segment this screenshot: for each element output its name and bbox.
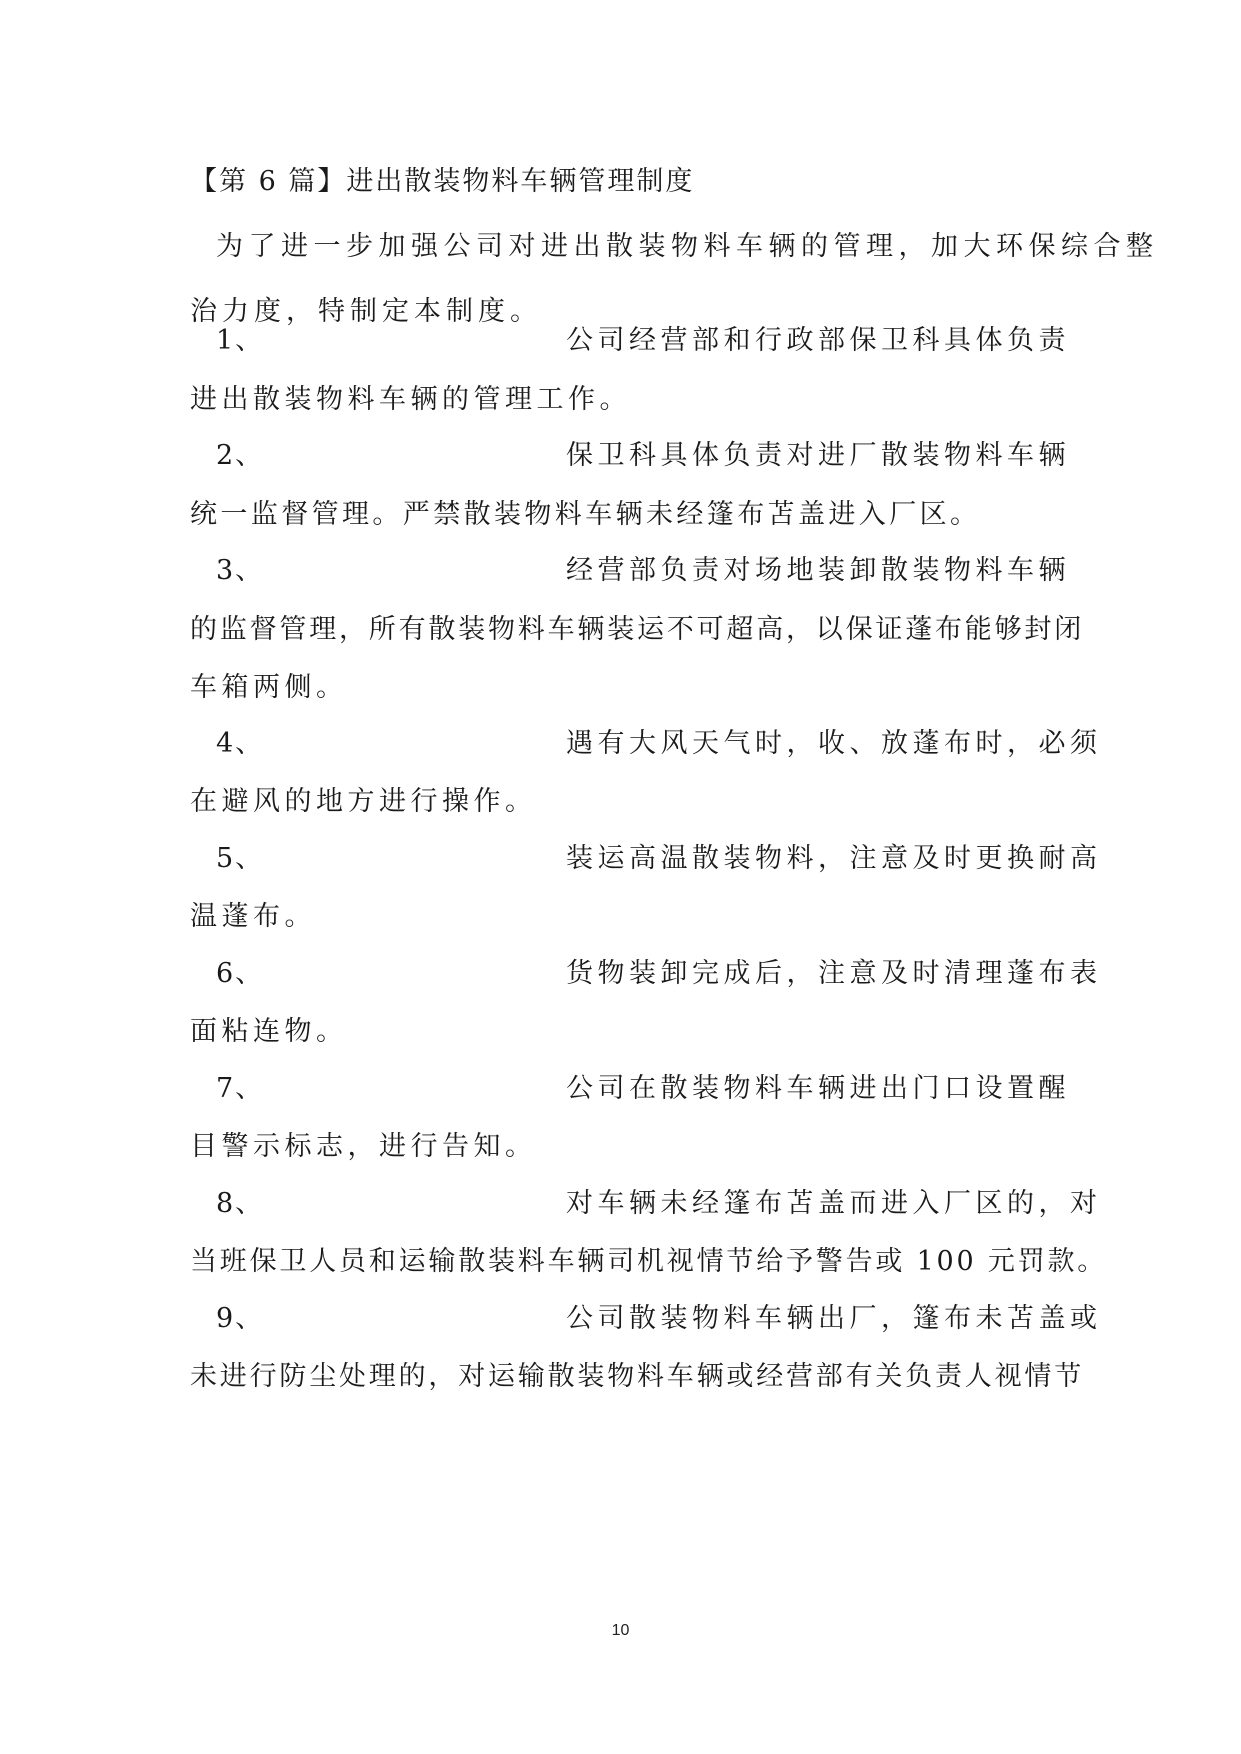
item-1-number: 1、 (216, 325, 265, 356)
item-9-line-1: 公司散装物料车辆出厂，篷布未苫盖或 (566, 1303, 1102, 1334)
item-6-line-1: 货物装卸完成后，注意及时清理蓬布表 (566, 958, 1102, 989)
item-2-line-2: 统一监督管理。严禁散装物料车辆未经篷布苫盖进入厂区。 (190, 499, 981, 530)
item-9-number: 9、 (216, 1303, 265, 1334)
item-4-line-2: 在避风的地方进行操作。 (190, 786, 537, 817)
item-2-line-1: 保卫科具体负责对进厂散装物料车辆 (566, 440, 1070, 471)
item-5-line-2: 温蓬布。 (190, 901, 316, 932)
item-4-number: 4、 (216, 728, 265, 759)
item-3-line-2: 的监督管理，所有散装物料车辆装运不可超高，以保证蓬布能够封闭 (190, 614, 1084, 645)
item-8-number: 8、 (216, 1188, 265, 1219)
item-8-line-2: 当班保卫人员和运输散装料车辆司机视情节给予警告或 100 元罚款。 (190, 1246, 1108, 1277)
intro-line-1: 为了进一步加强公司对进出散装物料车辆的管理，加大环保综合整 (216, 231, 1159, 262)
item-4-line-1: 遇有大风天气时，收、放蓬布时，必须 (566, 728, 1102, 759)
item-6-line-2: 面粘连物。 (190, 1016, 348, 1047)
item-3-number: 3、 (216, 555, 265, 586)
intro-line-2: 治力度，特制定本制度。 (190, 296, 542, 327)
item-6-number: 6、 (216, 958, 265, 989)
item-5-number: 5、 (216, 843, 265, 874)
item-3-line-3: 车箱两侧。 (190, 672, 348, 703)
item-9-line-2: 未进行防尘处理的，对运输散装物料车辆或经营部有关负责人视情节 (190, 1361, 1084, 1392)
item-7-number: 7、 (216, 1073, 265, 1104)
item-1-line-1: 公司经营部和行政部保卫科具体负责 (566, 325, 1070, 356)
item-5-line-1: 装运高温散装物料，注意及时更换耐高 (566, 843, 1102, 874)
item-7-line-2: 目警示标志，进行告知。 (190, 1131, 537, 1162)
item-1-line-2: 进出散装物料车辆的管理工作。 (190, 384, 631, 415)
document-title: 【第 6 篇】进出散装物料车辆管理制度 (190, 166, 695, 197)
item-3-line-1: 经营部负责对场地装卸散装物料车辆 (566, 555, 1070, 586)
item-2-number: 2、 (216, 440, 265, 471)
item-8-line-1: 对车辆未经篷布苫盖而进入厂区的，对 (566, 1188, 1102, 1219)
item-7-line-1: 公司在散装物料车辆进出门口设置醒 (566, 1073, 1070, 1104)
page-number: 10 (611, 1622, 630, 1639)
